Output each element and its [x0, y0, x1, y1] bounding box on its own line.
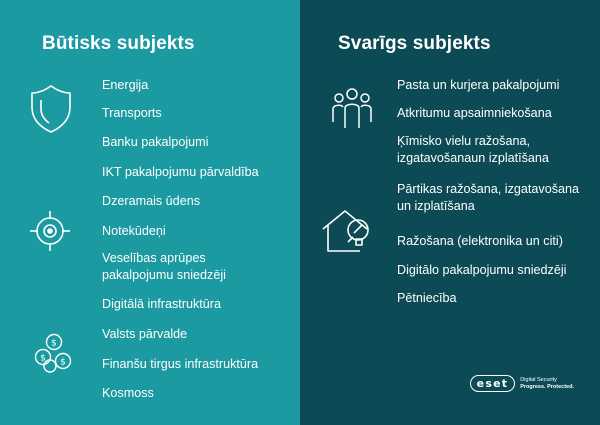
important-entity-column [300, 0, 600, 425]
column-title: Būtisks subjekts [42, 33, 195, 54]
target-icon [29, 210, 71, 252]
tagline-line-1: Digital Security [520, 376, 557, 383]
list-item: Transports [102, 106, 162, 120]
brand-tagline [520, 377, 574, 391]
list-item: Kosmoss [102, 386, 154, 400]
eset-logo: eset [470, 375, 516, 392]
list-item: Digitālo pakalpojumu sniedzēji [397, 263, 567, 277]
list-item: Valsts pārvalde [102, 327, 188, 341]
list-item: Energija [102, 78, 149, 92]
list-item: Dzeramais ūdens [102, 194, 200, 208]
list-item: Pārtikas ražošana, izgatavošana un izplatīšana [397, 182, 580, 213]
list-item: Notekūdeņi [102, 224, 166, 238]
list-item: IKT pakalpojumu pārvaldība [102, 165, 259, 179]
list-item: Finanšu tirgus infrastruktūra [102, 357, 259, 371]
list-item: Ķīmisko vielu ražošana, izgatavošanaun izplatīšana [397, 134, 549, 165]
svg-text:$: $ [40, 353, 46, 364]
shield-icon [30, 84, 72, 134]
people-icon [330, 86, 374, 130]
list-item: Pētniecība [397, 291, 457, 305]
coins-icon [34, 333, 74, 373]
svg-text:$: $ [51, 338, 57, 349]
brand-logo [470, 375, 574, 392]
list-item: Banku pakalpojumi [102, 135, 209, 149]
list-item: Digitālā infrastruktūra [102, 297, 221, 311]
list-item: Ražošana (elektronika un citi) [397, 234, 563, 248]
tagline-line-2: Progress. Protected. [520, 383, 574, 390]
svg-text:$: $ [60, 357, 66, 368]
list-item: Atkritumu apsaimniekošana [397, 106, 552, 120]
column-title: Svarīgs subjekts [338, 33, 491, 54]
house-plug-icon [320, 207, 376, 253]
list-item: Veselības aprūpes pakalpojumu sniedzēji [102, 251, 226, 282]
list-item: Pasta un kurjera pakalpojumi [397, 78, 560, 92]
